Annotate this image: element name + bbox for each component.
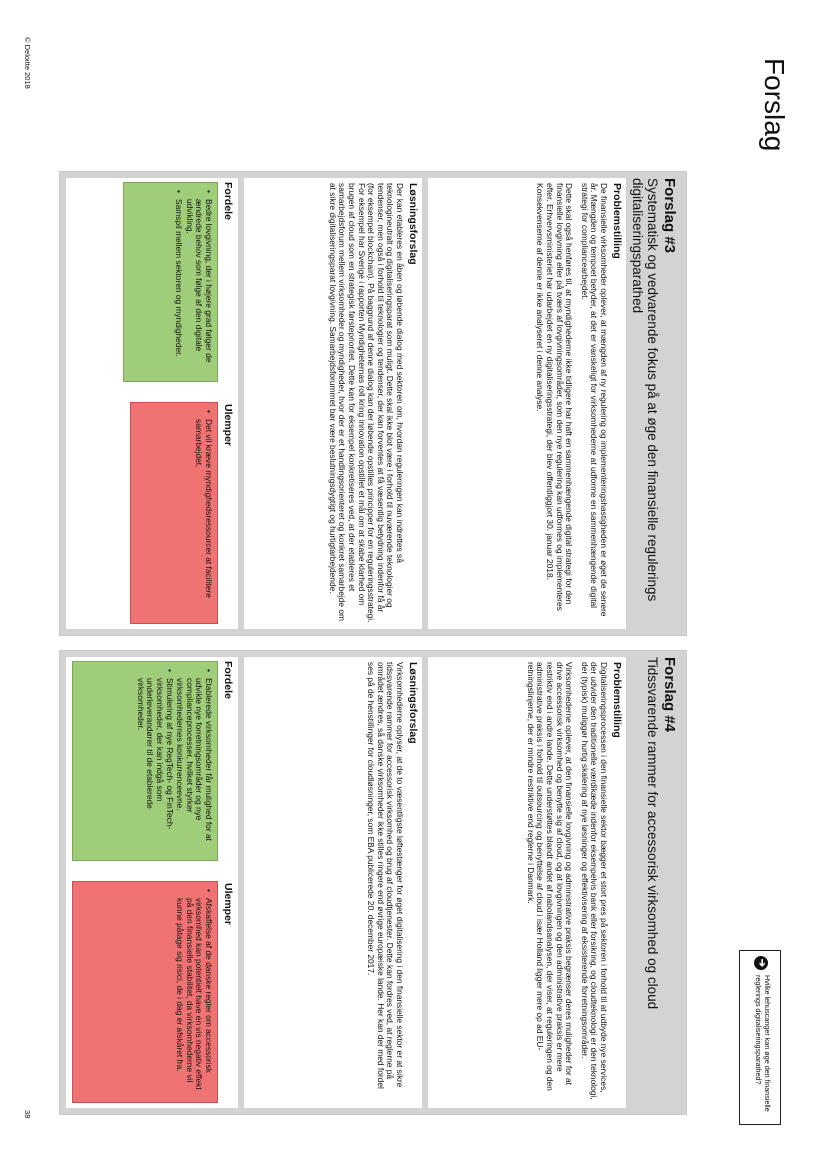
proposal-4-pros-cons bbox=[66, 657, 238, 1108]
proposal-3-subtitle: Systematisk og vedvarende fokus på at øge den finansielle regulerings digitaliseringsparathed bbox=[630, 178, 660, 602]
proposal-3-cons-box bbox=[130, 402, 218, 624]
cons-item: • Afskaffelse af de danske regler om accessorisk virksomhed kan potentielt have en vis negativ effekt på den finansielle stabilitet, da virksomhederne vil kunne påtage sig risici, de i dag er afskåret fra. bbox=[175, 898, 213, 1096]
proposal-3-problem-section bbox=[428, 178, 626, 629]
note-text: Hvilke lehuscanger kan øge den finansielle reglerings digitaliseringsparathed? bbox=[754, 975, 772, 1112]
page-title: Forslag bbox=[759, 58, 790, 152]
cons-item: • Det vil kræve myndighedsressourcer at facilitere samarbejdet. bbox=[194, 419, 213, 617]
proposal-4-solution-section bbox=[244, 657, 422, 1108]
proposal-3-pros-box bbox=[123, 182, 218, 382]
info-arrow-icon: ➔ bbox=[754, 956, 768, 970]
pros-item: • Bedre lovgivning, der i højere grad følger de ændrede behov som følge af den digitale udvikling. bbox=[184, 199, 213, 375]
proposal-4-solution-heading: Løsningsforslag bbox=[407, 662, 419, 744]
proposal-3-panel bbox=[59, 171, 687, 636]
proposal-3-problem-heading: Problemstilling bbox=[611, 183, 623, 259]
proposal-3-title: Forslag #3 bbox=[661, 178, 678, 254]
proposal-4-title: Forslag #4 bbox=[661, 657, 678, 733]
pros-item: • Samspil mellem sektoren og myndigheder. bbox=[174, 199, 184, 375]
note-box bbox=[739, 950, 781, 1125]
proposal-3-cons-heading: Ulemper bbox=[222, 404, 234, 447]
proposal-4-problem-section bbox=[428, 657, 626, 1108]
proposal-3-pros-heading: Fordele bbox=[222, 182, 234, 220]
proposal-4-problem-p1: Digitaliseringsprocessen i den finansielle sektor bægger et stort pres på sektoren i forhold til at udbyde nye services, der udvider den traditionelle værdikæde indenfor eksempelvis bank eller forsikring, og cloudteknologi er den teknologi, der (typisk) muliggør hurtig skalering af nye løsninger og effektivisering af eksisterende forretningsområder. bbox=[579, 662, 609, 1100]
proposal-4-cons-box bbox=[72, 881, 218, 1103]
proposal-3-pros-cons bbox=[66, 178, 238, 629]
pros-item: • Etablerede virksomheder får mulighed for at udvikle nye forretningsområder og nye complianceprocesser, hvilket styrker virksomhedernes konkurrenceevne. bbox=[175, 678, 213, 854]
proposal-4-panel bbox=[59, 650, 687, 1115]
proposal-3-problem-p1: De finansielle virksomheder oplever, at mængden af ny regulering og implementeringshastigheden er øget de senere år. Mængden og tempoet betyder, at det er vanskeligt for virksomhederne at udforme en sammenhængende digital strategi for compliancearbejdet. bbox=[579, 183, 609, 617]
proposal-4-problem-p2: Virksomhederne oplever, at den finansielle lovgivning og administrative praksis begrænser deres muligheder for at drive accessorisk virksomhed og benytte sig af cloud, og at lovgivningen og den administrative praksis er mere restriktiv end i andre lande. Dette understøttes blandt andet af nabolandsanalysen, der viser, at reguleringen og den administrative praksis i forhold til outsourcing og benyttelse af cloud i især Holland ligger mere op ad EU-retningslinjerne, der er mindre restriktive end reglerne i Danmark. bbox=[525, 662, 575, 1091]
pros-item: • Stimulering af nye RegTech- og FinTech-virksomheder, der kan indgå som underleverandører til de etablerede virksomheder. bbox=[135, 678, 173, 854]
proposal-3-solution-heading: Løsningsforslag bbox=[407, 183, 419, 265]
proposal-3-solution-p1: Der kan etableres en åben og løbende dialog med sektoren om, hvordan reguleringen kan indrettes så teknologineutralt og digitaliseringsparat som muligt. Dette skal ikke blot være i forhold til nuværende teknologier og tendenser, men også i forhold til teknologier og tendenser, der kan forventes at få væsentlig betydning indenfor få år (for eksempel blockchain). På baggrund af denne dialog kan der løbende opstilles principper for en reguleringsstrategi. For eksempel har Sverige i rapporten Myndigheternas roll kring innovation opstillet et mål om at skabe klarhed om brugen af cloud som en strategisk førsteprioritet. Dette kan for eksempel konkretiseres ved, at der etableres et samarbejdsforum mellem virksomheder og myndigheder, hvor der er et handlingsorienteret og konkret samarbejde om at sikre digitaliseringsparat lovgivning. Samarbejdsforummet bør være beslutningsdygtigt og hurtigtarbejdende. bbox=[327, 183, 405, 623]
page-number: 38 bbox=[23, 1110, 32, 1119]
proposal-4-pros-heading: Fordele bbox=[222, 661, 234, 699]
proposal-3-problem-p2: Dette skal også henføres til, at myndighederne ikke tidligere har haft en sammenhængende digital strategi for den finansielle lovgivning eller på tværs af lovgivningsområder, som den nye regulering kan udformes og implementeres efter. Erhvervsministeriet har udarbejdet en ny digitaliseringsstrategi, der blev offentliggjort 30. januar 2018. Konsekvenserne af denne er ikke analyseret i denne analyse. bbox=[535, 183, 575, 611]
proposal-4-problem-heading: Problemstilling bbox=[611, 662, 623, 738]
proposal-3-solution-section bbox=[244, 178, 422, 629]
proposal-4-cons-heading: Ulemper bbox=[222, 883, 234, 926]
copyright-footer: © Deloitte 2018 bbox=[23, 37, 32, 89]
proposal-4-subtitle: Tidssvarende rammer for accessorisk virksomhed og cloud bbox=[645, 657, 660, 1010]
proposal-4-solution-p1: Virksomhederne oplyser, at de to væsentligste løftestænger for øget digitalisering i den finansielle sektor er at sikre tidssvarende rammer for accessorisk virksomhed og brug af cloudtjenester. Dette kan fordres ved, at reglerne på området ændres, så danske virksomheder ikke stilles ringere end øvrige europæiske lande. Her kan der med fordel ses på de henstillinger for cloudløsninger, som EBA publicerede 20. december 2017. bbox=[366, 662, 405, 1089]
proposal-4-pros-box bbox=[72, 661, 218, 861]
